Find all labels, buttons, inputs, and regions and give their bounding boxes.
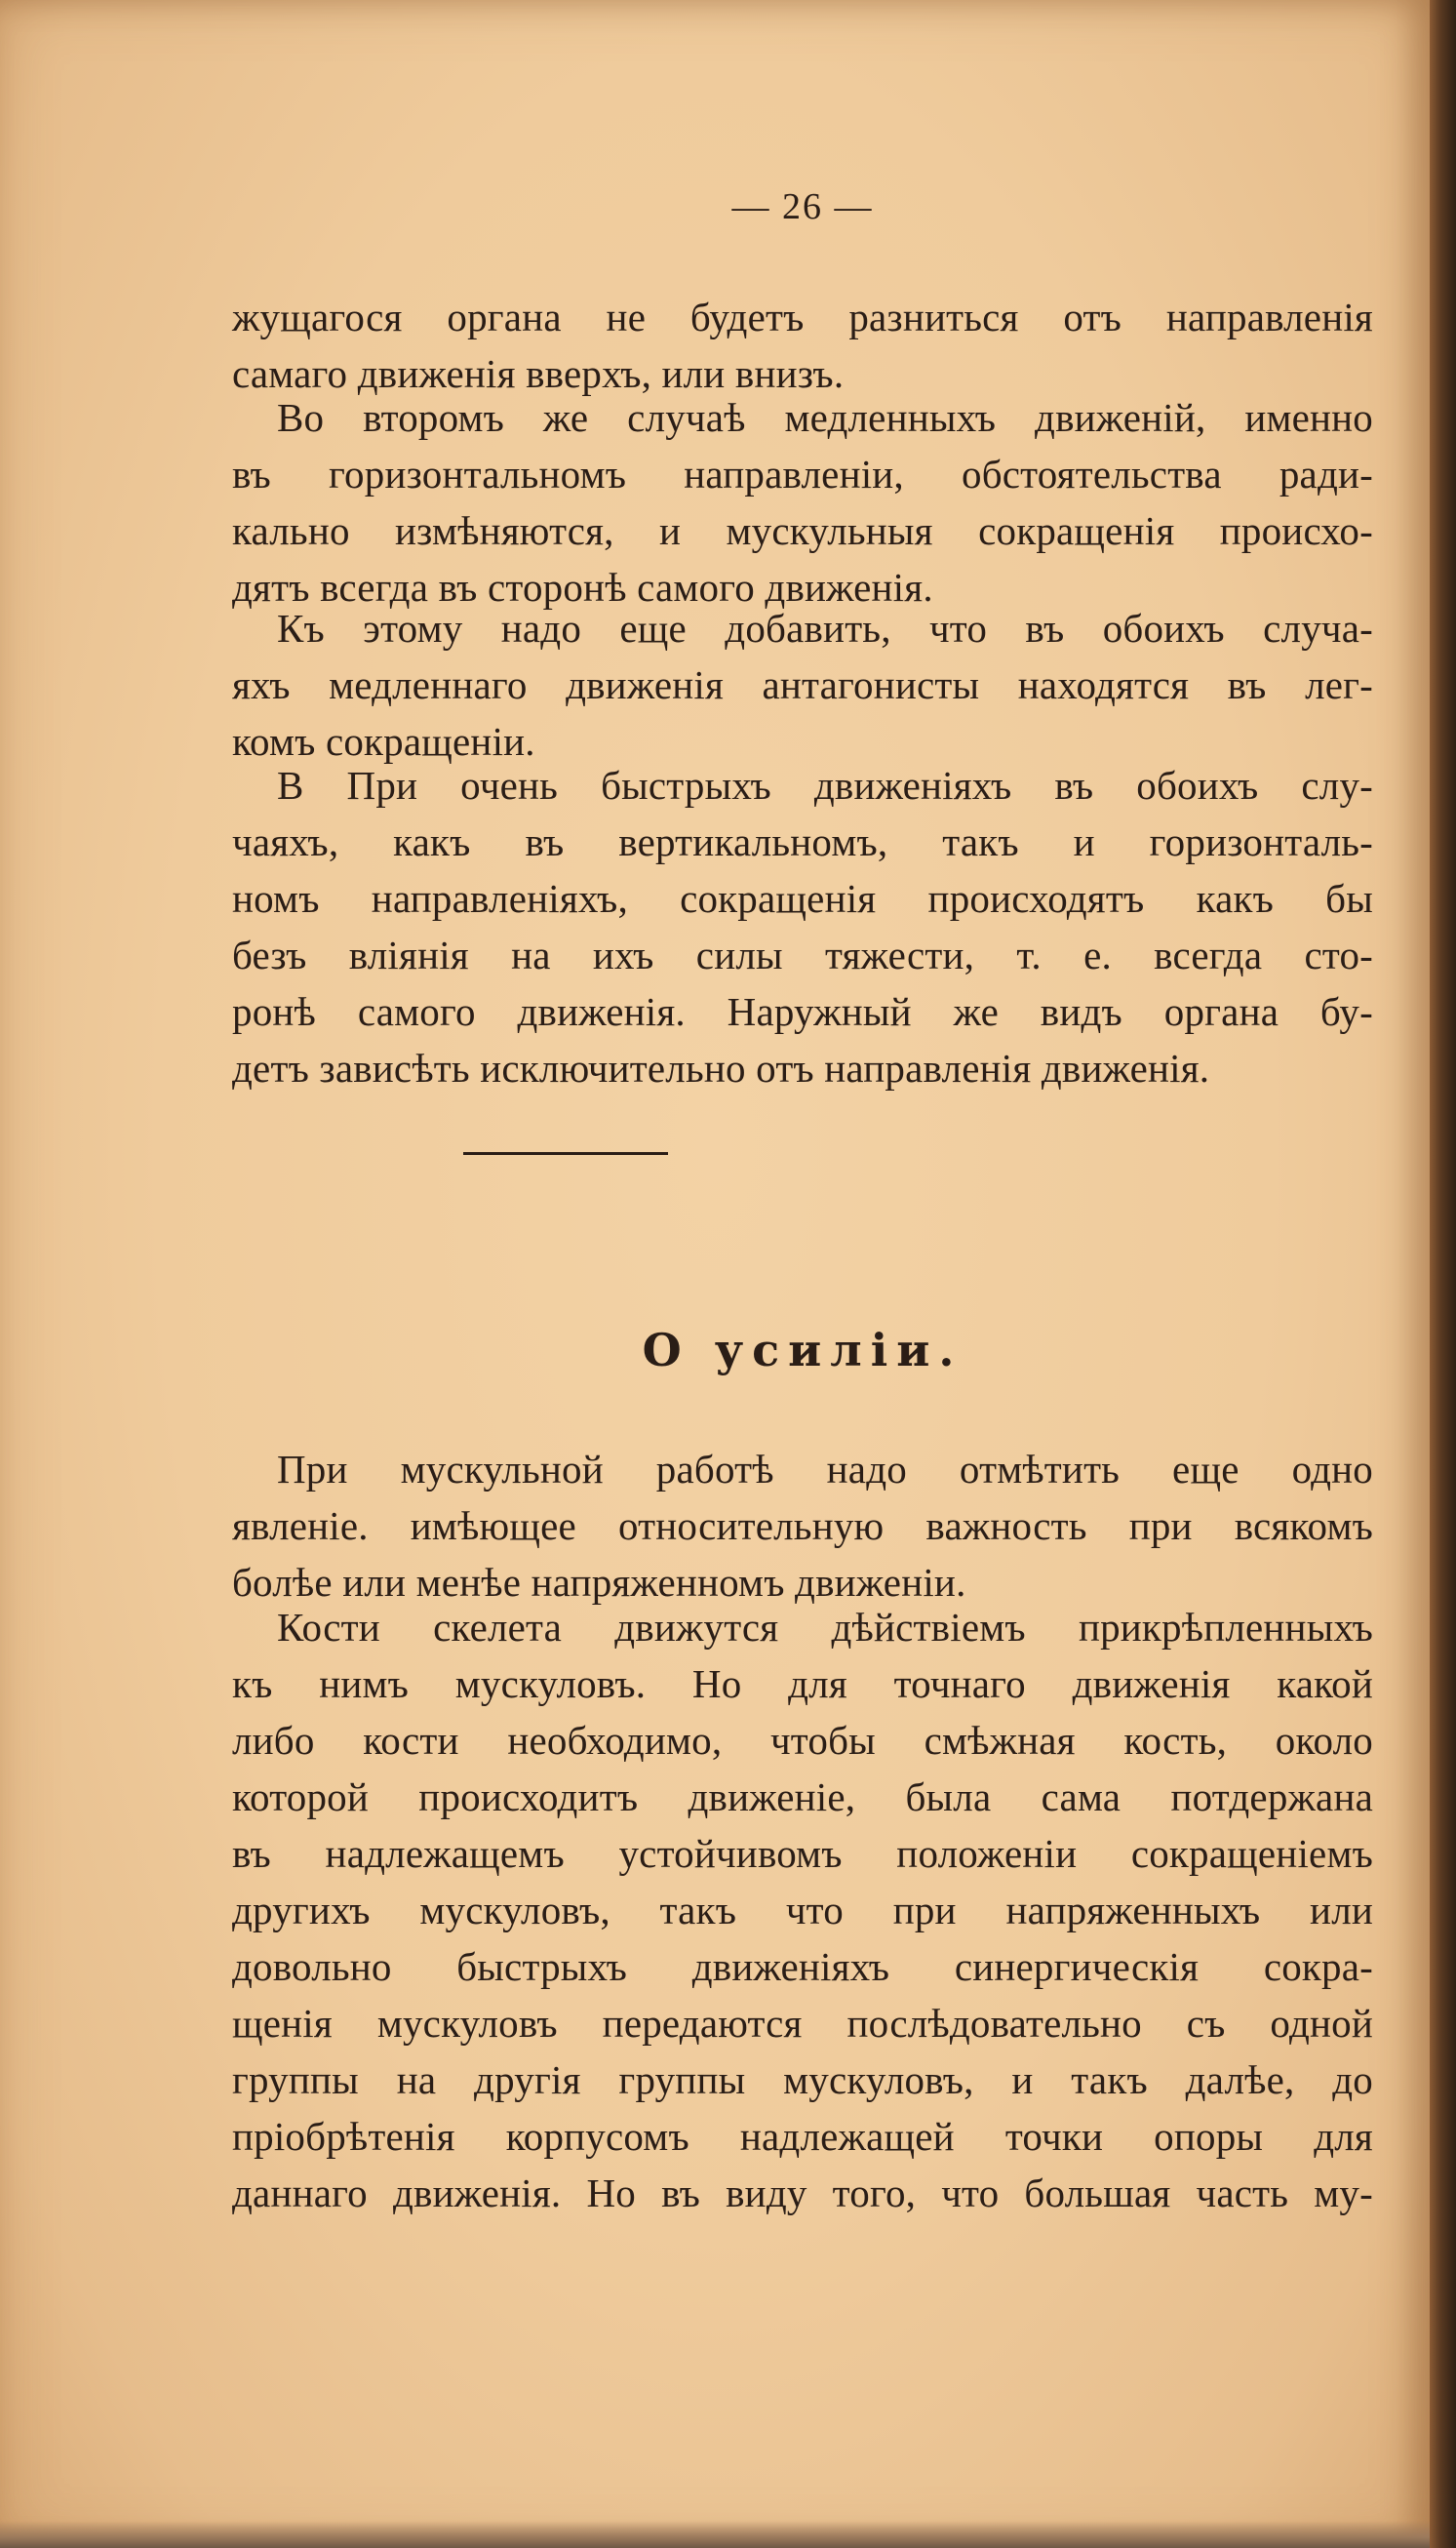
text-line: Къ этому надо еще добавить, что въ обоихъ случа- <box>277 606 1373 651</box>
paragraph <box>232 600 1373 770</box>
text-line: щенія мускуловъ передаются послѣдовательно съ одной <box>232 2001 1373 2046</box>
text-line: группы на другія группы мускуловъ, и такъ далѣе, до <box>232 2057 1373 2102</box>
text-line: жущагося органа не будетъ разниться отъ направленія <box>232 295 1373 339</box>
text-line: явленіе. имѣющее относительную важность при всякомъ <box>232 1503 1373 1548</box>
text-line: комъ сокращеніи. <box>232 719 535 764</box>
text-line: другихъ мускуловъ, такъ что при напряженныхъ или <box>232 1888 1373 1932</box>
text-line: къ нимъ мускуловъ. Но для точнаго движенія какой <box>232 1661 1373 1706</box>
paragraph <box>232 389 1373 616</box>
text-line: дятъ всегда въ сторонѣ самого движенія. <box>232 565 933 610</box>
text-line: Во второмъ же случаѣ медленныхъ движеній, именно <box>277 395 1373 440</box>
page-number: — 26 — <box>731 186 874 227</box>
text-line: либо кости необходимо, чтобы смѣжная кость, около <box>232 1718 1373 1763</box>
paragraph <box>232 1441 1373 1611</box>
text-line: В При очень быстрыхъ движеніяхъ въ обоихъ слу- <box>277 763 1373 808</box>
text-line: даннаго движенія. Но въ виду того, что большая часть му- <box>232 2170 1373 2215</box>
text-line: въ надлежащемъ устойчивомъ положеніи сокращеніемъ <box>232 1831 1373 1876</box>
section-heading: О усиліи. <box>642 1324 964 1376</box>
text-line: ронѣ самого движенія. Наружный же видъ органа бу- <box>232 989 1373 1034</box>
text-line: чаяхъ, какъ въ вертикальномъ, такъ и горизонталь- <box>232 819 1373 864</box>
paragraph <box>232 1599 1373 2221</box>
text-line: При мускульной работѣ надо отмѣтить еще одно <box>277 1447 1373 1492</box>
section-divider <box>463 1152 668 1155</box>
page-bottom-edge <box>0 2521 1430 2548</box>
text-line: самаго движенія вверхъ, или внизъ. <box>232 351 845 396</box>
text-line: номъ направленіяхъ, сокращенія происходятъ какъ бы <box>232 876 1373 921</box>
text-line: детъ зависѣть исключительно отъ направленія движенія. <box>232 1046 1210 1091</box>
text-line: пріобрѣтенія корпусомъ надлежащей точки опоры для <box>232 2114 1373 2159</box>
text-line: въ горизонтальномъ направленіи, обстоятельства ради- <box>232 452 1373 497</box>
text-line: яхъ медленнаго движенія антагонисты находятся въ лег- <box>232 662 1373 707</box>
book-spine-edge <box>1430 0 1456 2548</box>
text-line: кально измѣняются, и мускульныя сокращенія происхо- <box>232 508 1373 553</box>
paragraph <box>232 757 1373 1096</box>
text-line: которой происходитъ движеніе, была сама потдержана <box>232 1774 1373 1819</box>
text-line: безъ вліянія на ихъ силы тяжести, т. е. всегда сто- <box>232 933 1373 977</box>
paragraph <box>232 289 1373 402</box>
text-line: довольно быстрыхъ движеніяхъ синергическія сокра- <box>232 1944 1373 1989</box>
text-line: болѣе или менѣе напряженномъ движеніи. <box>232 1560 966 1605</box>
text-line: Кости скелета движутся дѣйствіемъ прикрѣпленныхъ <box>277 1605 1373 1650</box>
